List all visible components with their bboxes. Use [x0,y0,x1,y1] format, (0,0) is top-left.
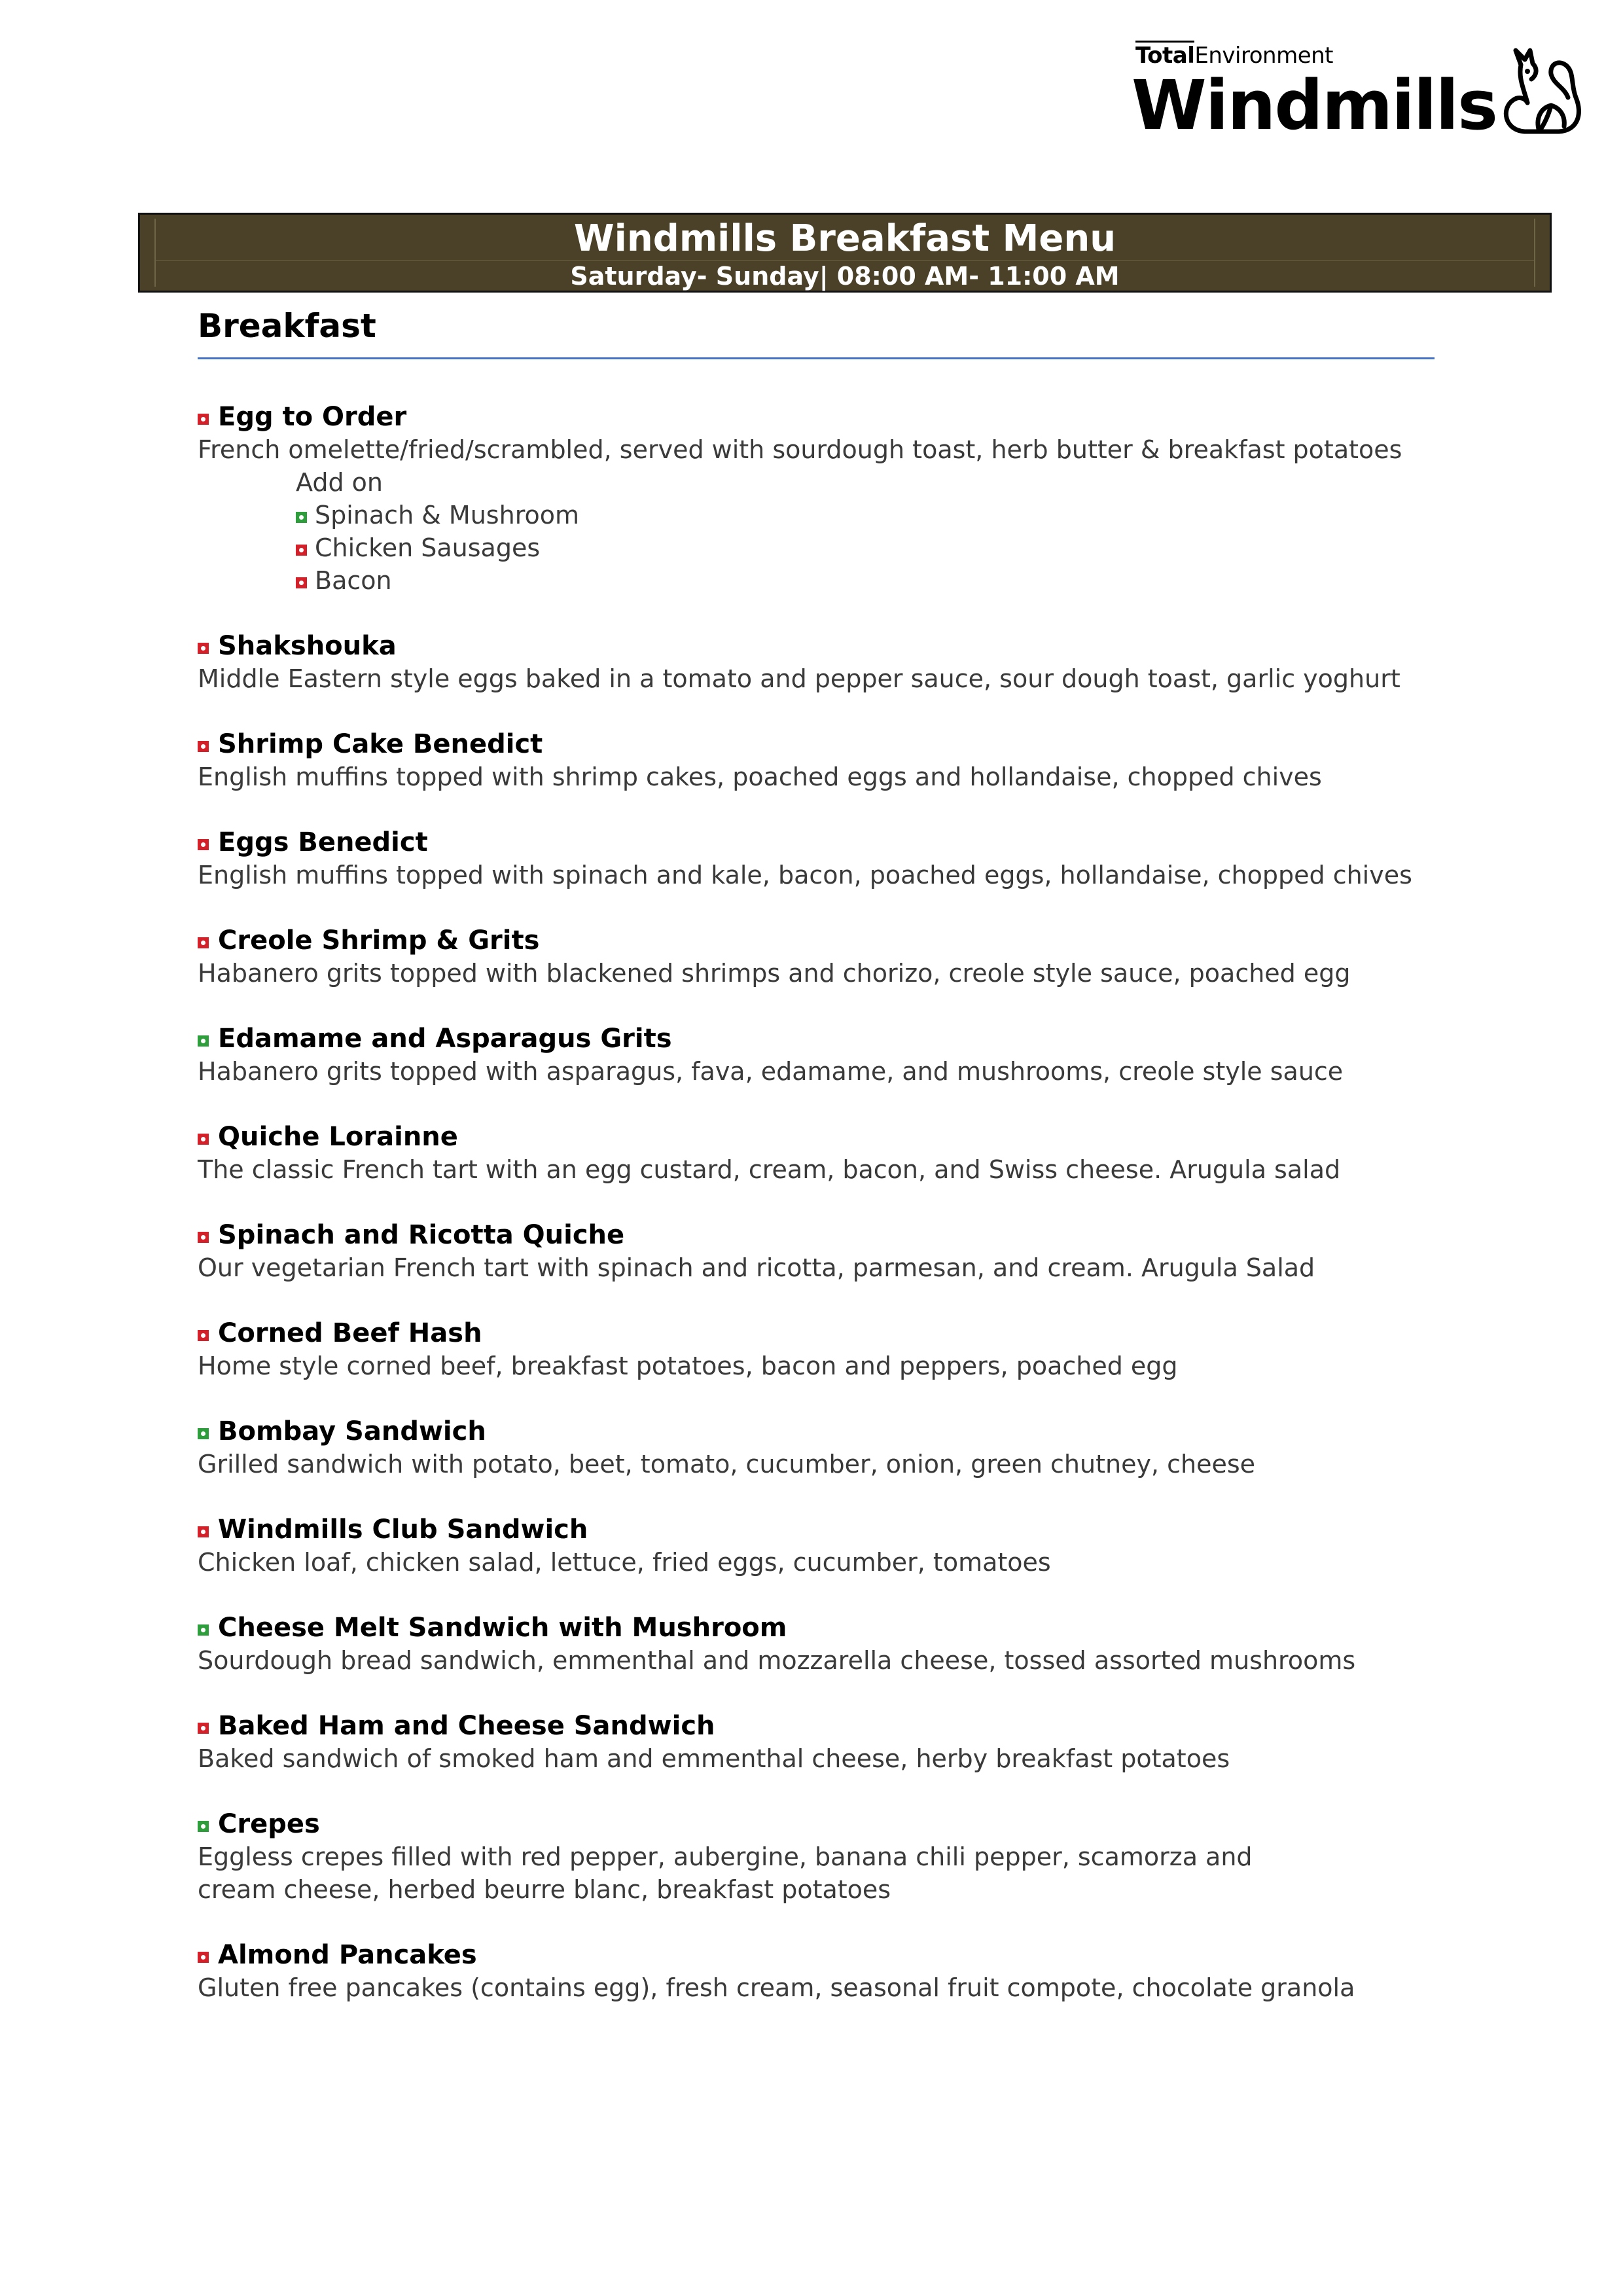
menu-item-label: Edamame and Asparagus Grits [218,1024,672,1054]
nonveg-marker-icon [198,839,209,850]
menu-item-name [198,1808,1507,1840]
menu-item [198,1611,1507,1677]
nonveg-marker-icon [296,577,307,588]
nonveg-marker-icon [198,643,209,654]
menu-item-description: Grilled sandwich with potato, beet, tomato, cucumber, onion, green chutney, cheese [198,1450,1256,1479]
menu-item-label: Creole Shrimp & Grits [218,925,540,956]
menu-items-list [198,401,1507,2037]
brand-logo [1132,43,1594,145]
veg-marker-icon [198,1624,209,1636]
nonveg-marker-icon [198,1723,209,1734]
menu-item-name [198,401,1507,433]
menu-item-description: English muffins topped with spinach and kale, bacon, poached eggs, hollandaise, chopped chives [198,861,1412,889]
menu-item-name [198,1317,1507,1350]
menu-item-description: French omelette/fried/scrambled, served with sourdough toast, herb butter & breakfast potatoes [198,435,1402,464]
logo-wordmark: Windmills [1132,65,1497,145]
menu-item [198,826,1507,891]
nonveg-marker-icon [296,545,307,556]
veg-marker-icon [198,1035,209,1047]
nonveg-marker-icon [198,1952,209,1963]
logo-tagline [1135,43,1333,69]
menu-hours: Saturday- Sunday| 08:00 AM- 11:00 AM [570,262,1120,291]
squirrel-icon [1499,45,1585,138]
menu-item-description: Middle Eastern style eggs baked in a tomato and pepper sauce, sour dough toast, garlic yoghurt [198,664,1400,693]
addon-title: Add on [296,468,383,497]
menu-item-name [198,1022,1507,1055]
addon-item-label: Bacon [315,566,392,595]
menu-item-description: Gluten free pancakes (contains egg), fresh cream, seasonal fruit compote, chocolate granola [198,1973,1355,2002]
menu-item-name [198,728,1507,761]
menu-item [198,1513,1507,1579]
menu-item-description: Eggless crepes filled with red pepper, aubergine, banana chili pepper, scamorza and cream cheese, herbed beurre blanc, breakfast potatoes [198,1842,1253,1904]
veg-marker-icon [198,1821,209,1832]
section-title: Breakfast [198,307,376,345]
veg-marker-icon [296,512,307,523]
menu-item-label: Cheese Melt Sandwich with Mushroom [218,1613,787,1643]
menu-item-label: Almond Pancakes [218,1940,477,1970]
menu-item-name [198,1939,1507,1971]
menu-item [198,924,1507,990]
addon-item [296,531,1507,564]
menu-item [198,1710,1507,1775]
menu-item-name [198,630,1507,662]
menu-item [198,1415,1507,1480]
logo-tagline-rest: Environment [1194,43,1333,69]
menu-item-description: Sourdough bread sandwich, emmenthal and mozzarella cheese, tossed assorted mushrooms [198,1646,1356,1675]
menu-item-label: Shakshouka [218,631,397,661]
addon-item-label: Spinach & Mushroom [315,501,579,529]
menu-item-description: Home style corned beef, breakfast potatoes, bacon and peppers, poached egg [198,1352,1178,1380]
nonveg-marker-icon [198,1134,209,1145]
menu-item-name [198,924,1507,957]
menu-item-label: Crepes [218,1809,320,1839]
menu-item-description: English muffins topped with shrimp cakes, poached eggs and hollandaise, chopped chives [198,762,1322,791]
menu-item-label: Windmills Club Sandwich [218,1515,588,1545]
menu-item [198,728,1507,793]
menu-banner [138,213,1552,293]
menu-item [198,1121,1507,1186]
addon-item [296,499,1507,531]
menu-item [198,630,1507,695]
menu-item-description: Our vegetarian French tart with spinach and ricotta, parmesan, and cream. Arugula Salad [198,1253,1315,1282]
menu-item-description: Habanero grits topped with blackened shrimps and chorizo, creole style sauce, poached egg [198,959,1351,988]
menu-item [198,1219,1507,1284]
menu-item-label: Spinach and Ricotta Quiche [218,1220,625,1250]
menu-item-name [198,1611,1507,1644]
menu-item-name [198,1513,1507,1546]
menu-item-description: The classic French tart with an egg custard, cream, bacon, and Swiss cheese. Arugula salad [198,1155,1341,1184]
menu-item-label: Baked Ham and Cheese Sandwich [218,1711,715,1741]
menu-item-description: Baked sandwich of smoked ham and emmenthal cheese, herby breakfast potatoes [198,1744,1230,1773]
logo-tagline-bold: Total [1135,41,1194,69]
nonveg-marker-icon [198,1330,209,1341]
nonveg-marker-icon [198,414,209,425]
menu-item [198,1808,1507,1906]
menu-item-name [198,1710,1507,1742]
menu-item [198,1939,1507,2004]
addon-item [296,564,1507,597]
nonveg-marker-icon [198,937,209,948]
menu-item [198,1022,1507,1088]
section-divider [198,357,1435,359]
menu-item-label: Quiche Lorainne [218,1122,458,1152]
menu-item-label: Bombay Sandwich [218,1416,486,1446]
menu-item-name [198,1121,1507,1153]
nonveg-marker-icon [198,1232,209,1243]
menu-item-label: Shrimp Cake Benedict [218,729,543,759]
menu-item-label: Corned Beef Hash [218,1318,482,1348]
veg-marker-icon [198,1428,209,1439]
menu-item-label: Eggs Benedict [218,827,428,857]
menu-item-name [198,826,1507,859]
menu-item-name [198,1219,1507,1251]
nonveg-marker-icon [198,1526,209,1537]
addon-item-label: Chicken Sausages [315,533,541,562]
nonveg-marker-icon [198,741,209,752]
menu-item-label: Egg to Order [218,402,407,432]
menu-item-name [198,1415,1507,1448]
addon-list [296,466,1507,597]
menu-item-description: Chicken loaf, chicken salad, lettuce, fried eggs, cucumber, tomatoes [198,1548,1051,1577]
menu-title: Windmills Breakfast Menu [573,217,1116,260]
banner-divider [154,260,1535,261]
menu-item [198,1317,1507,1382]
menu-item-description: Habanero grits topped with asparagus, fava, edamame, and mushrooms, creole style sauce [198,1057,1344,1086]
menu-item [198,401,1507,597]
